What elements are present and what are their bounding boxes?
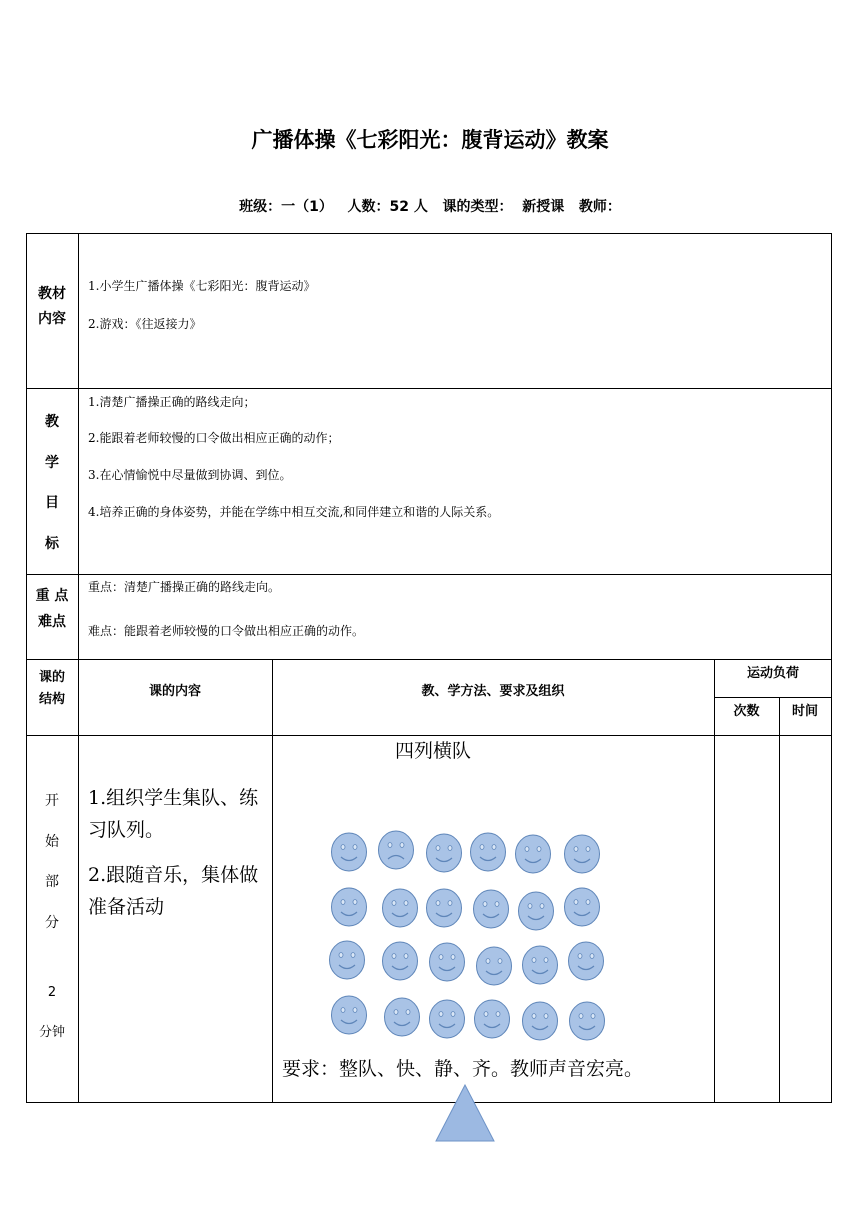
smiley-face-icon (328, 940, 366, 980)
requirement-text: 要求：整队、快、静、齐。教师声音宏亮。 (282, 1058, 644, 1080)
content-header: 课的内容 (148, 684, 201, 699)
time-header: 时间 (791, 704, 818, 719)
material-item-1: 1.小学生广播体操《七彩阳光：腹背运动》 (88, 279, 316, 293)
smiley-face-icon (330, 887, 368, 927)
smiley-face-icon (563, 887, 601, 927)
key-points-label: 重 点 难点 (35, 588, 69, 630)
smiley-face-icon (475, 946, 513, 986)
smiley-face-icon (521, 945, 559, 985)
goal-item-2: 2.能跟着老师较慢的口令做出相应正确的动作； (88, 431, 340, 445)
smiley-face-icon (563, 834, 601, 874)
smiley-face-icon (517, 891, 555, 931)
smiley-face-icon (472, 889, 510, 929)
smiley-face-icon (521, 1001, 559, 1041)
method-header: 教、学方法、要求及组织 (421, 684, 565, 699)
smiley-face-icon (330, 832, 368, 872)
smiley-face-icon (381, 941, 419, 981)
frown-face-icon (377, 830, 415, 870)
smiley-face-icon (330, 995, 368, 1035)
smiley-face-icon (428, 942, 466, 982)
teacher-triangle-icon (434, 1083, 496, 1143)
smiley-face-icon (425, 833, 463, 873)
load-header: 运动负荷 (746, 666, 799, 681)
smiley-face-icon (383, 997, 421, 1037)
start-content-2: 2.跟随音乐，集体做准备活动 (88, 864, 259, 918)
page-title: 广播体操《七彩阳光：腹背运动》教案 (251, 128, 609, 152)
goal-item-1: 1.清楚广播操正确的路线走向； (88, 395, 256, 409)
smiley-face-icon (473, 999, 511, 1039)
duration-unit: 分钟 (38, 1025, 65, 1040)
count-header: 次数 (733, 704, 760, 719)
smiley-face-icon (568, 1001, 606, 1041)
formation-title: 四列横队 (394, 740, 471, 762)
goals-label: 教 学 目 标 (45, 414, 59, 552)
start-part-label: 开 始 部 分 (45, 793, 59, 931)
class-info: 班级：一（1） 人数：52 人 课的类型： 新授课 教师： (239, 199, 621, 215)
structure-header: 课的 结构 (38, 670, 65, 707)
smiley-face-icon (428, 999, 466, 1039)
smiley-face-icon (514, 834, 552, 874)
difficulty-text: 难点：能跟着老师较慢的口令做出相应正确的动作。 (88, 624, 365, 638)
goal-item-4: 4.培养正确的身体姿势，并能在学练中相互交流,和同伴建立和谐的人际关系。 (88, 505, 500, 519)
material-label: 教材 内容 (38, 286, 66, 327)
key-point-text: 重点：清楚广播操正确的路线走向。 (88, 580, 281, 594)
goal-item-3: 3.在心情愉悦中尽量做到协调、到位。 (88, 468, 292, 482)
smiley-face-icon (469, 832, 507, 872)
duration-number: 2 (47, 985, 57, 1000)
material-item-2: 2.游戏：《往返接力》 (88, 317, 202, 331)
smiley-face-icon (381, 888, 419, 928)
smiley-face-icon (567, 941, 605, 981)
start-content-1: 1.组织学生集队、练习队列。 (88, 787, 259, 841)
smiley-face-icon (425, 888, 463, 928)
